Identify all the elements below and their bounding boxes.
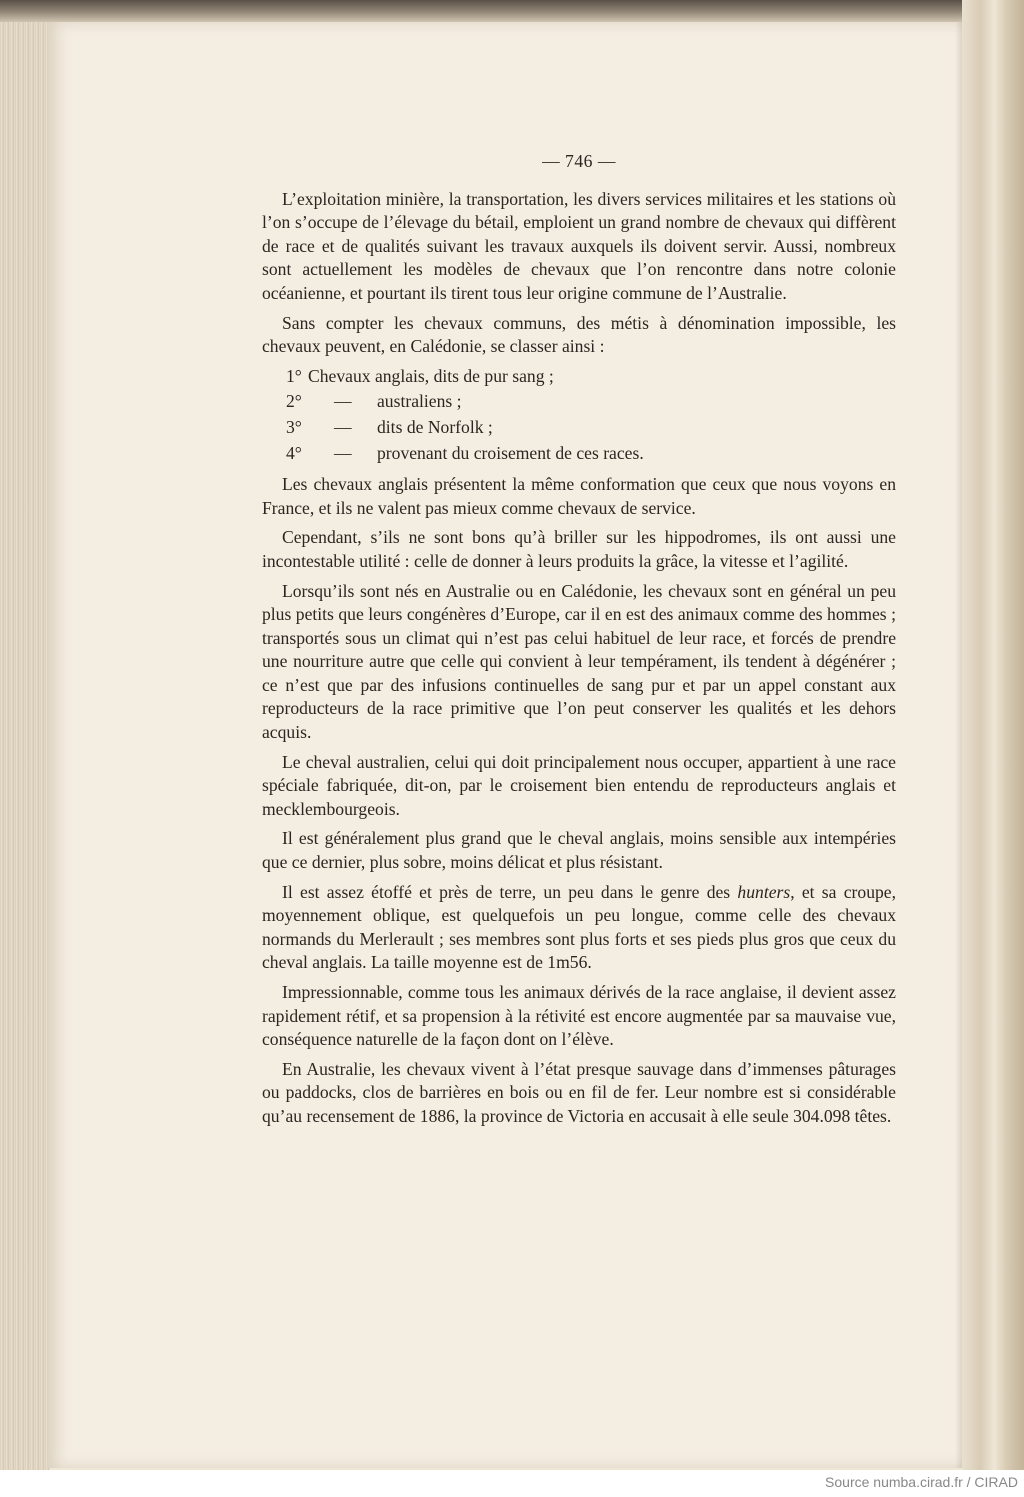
page-number: — 746 — [542,151,616,171]
list-text: australiens ; [377,391,462,412]
paragraph: Cependant, s’ils ne sont bons qu’à briller sur les hippodromes, ils ont aussi une incontestable utilité : celle de donner à leurs produits la grâce, la vitesse et l’agilité. [262,527,896,571]
paragraph: Le cheval australien, celui qui doit principalement nous occuper, appartient à une race spéciale fabriquée, dit-on, par le croisement bien entendu de reproducteurs anglais et mecklembourgeois. [262,751,896,819]
paragraph: Lorsqu’ils sont nés en Australie ou en Calédonie, les chevaux sont en général un peu plus petits que leurs congénères d’Europe, car il en est des animaux comme des hommes ; transportés sous un climat qui n’est pas celui habituel de leur race, et forcés de prendre une nourriture autre que celle qui convient à leur tempérament, ils tendent à dégénérer ; ce n’est que par des infusions continuelles de sang pur et par un appel constant aux reproducteurs de la race primitive que l’on peut conserver les qualités et les dehors acquis. [262,580,896,743]
list-dash: — [334,416,352,437]
list-number: 1° [286,365,302,386]
list-item [262,442,896,468]
horse-class-list [262,365,896,467]
source-credit: Source numba.cirad.fr / CIRAD [825,1474,1018,1490]
list-dash: — [334,391,352,412]
list-text: provenant du croisement de ces races. [377,442,644,463]
paragraph: Les chevaux anglais présentent la même conformation que ceux que nous voyons en France, et ils ne valent pas mieux comme chevaux de service. [262,474,896,518]
paragraph: En Australie, les chevaux vivent à l’état presque sauvage dans d’immenses pâturages ou paddocks, clos de barrières en bois ou en fil de fer. Leur nombre est si considérable qu’au recensement de 1886, la province de Victoria en accusait à elle seule 304.098 têtes. [262,1058,896,1126]
list-number: 2° [286,391,302,412]
top-book-edge [0,0,1024,22]
page-text [262,150,896,1135]
list-text: Chevaux anglais, dits de pur sang ; [308,365,554,386]
list-item [262,416,896,442]
list-item [262,390,896,416]
italic-term: hunters [737,881,791,902]
page-stack-edge [0,0,50,1470]
paragraph: Impressionnable, comme tous les animaux dérivés de la race anglaise, il devient assez rapidement rétif, et sa propension à la rétivité est encore augmentée par sa mauvaise vue, conséquence naturelle de la façon dont on l’élève. [262,982,896,1050]
paragraph: Sans compter les chevaux communs, des métis à dénomination impossible, les chevaux peuvent, en Calédonie, se classer ainsi : [262,312,896,357]
list-number: 3° [286,416,302,437]
list-item [262,365,896,391]
list-text: dits de Norfolk ; [377,416,493,437]
book-binding [994,0,1024,1470]
list-number: 4° [286,442,302,463]
text-run: , et sa croupe, moyennement oblique, est quelquefois un peu longue, comme celle des chevaux normands du Merlerault ; ses membres sont plus forts et ses pieds plus gros que ceux du cheval anglais. La taille moyenne est de 1m56. [262,881,896,973]
paragraph: L’exploitation minière, la transportation, les divers services militaires et les stations où l’on s’occupe de l’élevage du bétail, emploient un grand nombre de chevaux qui diffèrent de race et de qualités suivant les travaux auxquels ils doivent servir. Aussi, nombreux sont actuellement les modèles de chevaux que l’on rencontre dans notre colonie océanienne, et pourtant ils tirent tous leur origine commune de l’Australie. [262,188,896,303]
text-run: Il est assez étoffé et près de terre, un peu dans le genre des [282,881,738,902]
paragraph-hunters [262,881,896,975]
paragraph: Il est généralement plus grand que le cheval anglais, moins sensible aux intempéries que ce dernier, plus sobre, moins délicat et plus résistant. [262,828,896,873]
list-dash: — [334,442,352,463]
